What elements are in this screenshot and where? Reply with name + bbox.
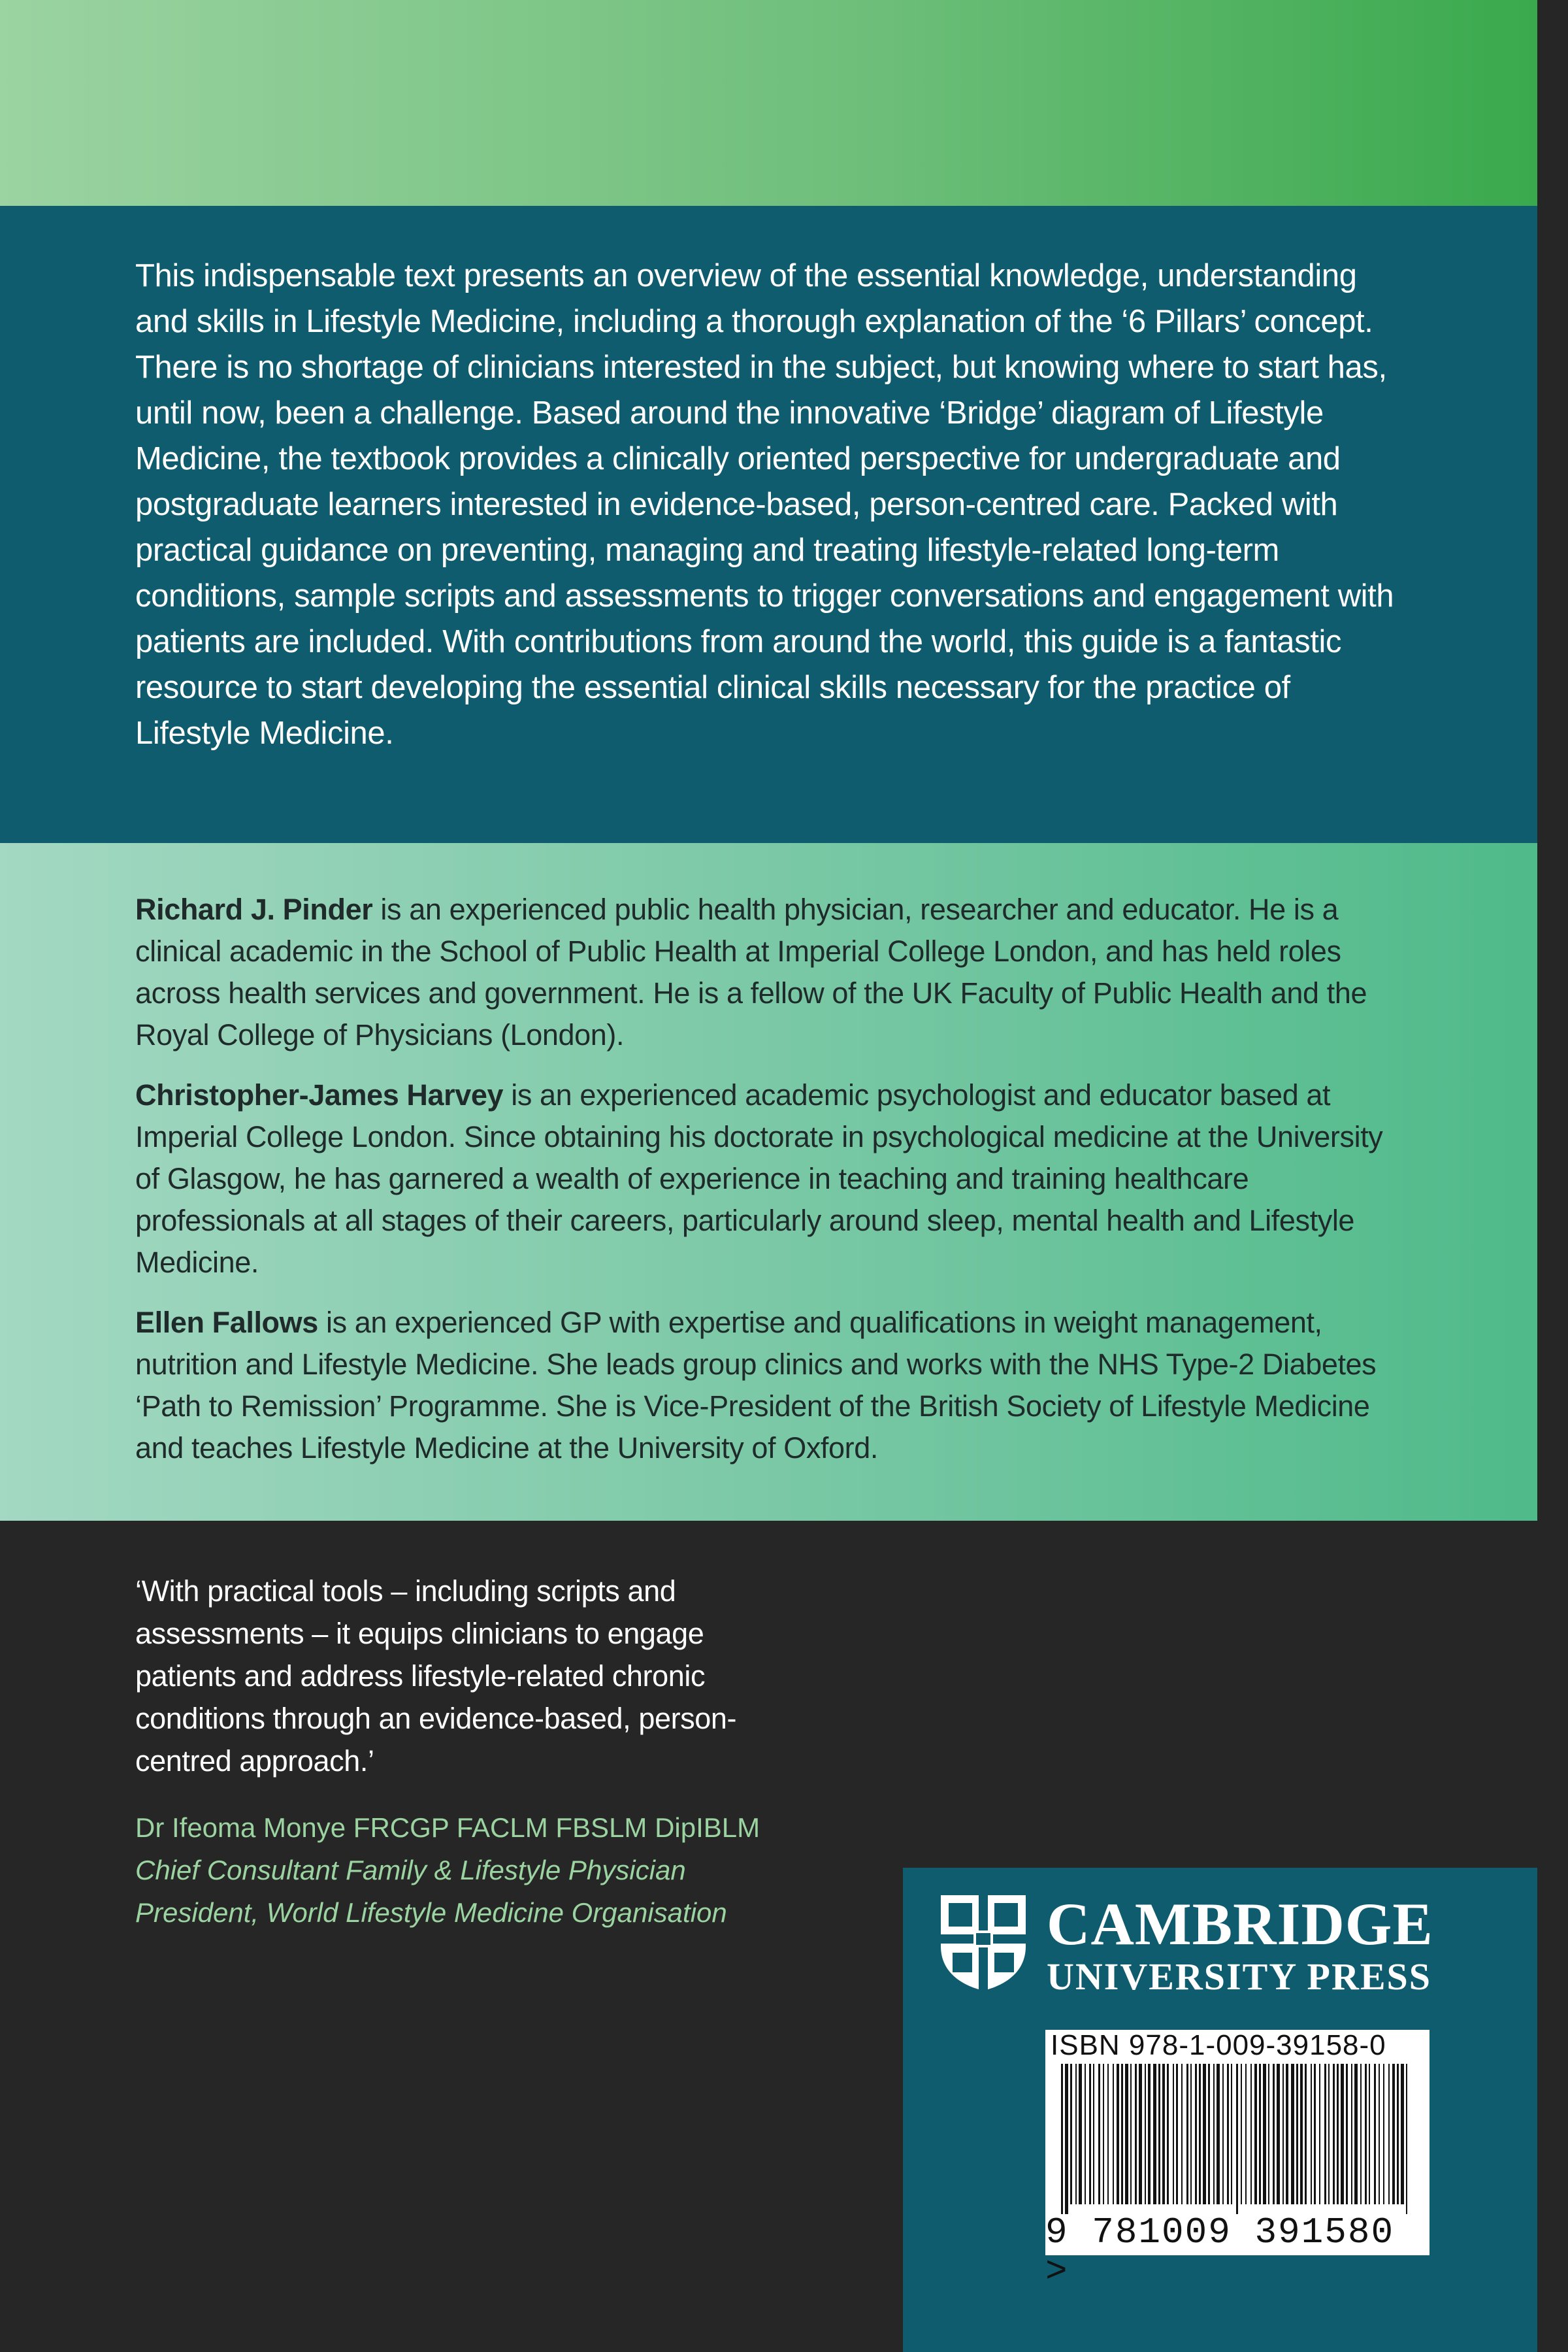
barcode-bar	[1311, 2064, 1312, 2204]
barcode-bar	[1231, 2064, 1232, 2204]
barcode-bar	[1305, 2064, 1307, 2204]
barcode-bar	[1089, 2064, 1091, 2204]
barcode-bar	[1291, 2064, 1294, 2204]
blurb-section	[0, 206, 1537, 843]
barcode-bar	[1401, 2064, 1404, 2204]
barcode-bar	[1093, 2064, 1094, 2204]
author-bio	[135, 1074, 1407, 1284]
publisher-panel	[903, 1868, 1537, 2352]
top-gradient-band	[0, 0, 1537, 206]
barcode-bar	[1337, 2064, 1339, 2204]
barcode-bar	[1117, 2064, 1119, 2204]
author-bio	[135, 889, 1407, 1056]
author-bio	[135, 1302, 1407, 1469]
author-bio-text: is an experienced academic psychologist and educator based at Imperial College London. Since obtaining his doctorate in psychological medicine at the University of Glasgow, he has garnered a wealth of experience in teaching and training healthcare professionals at all stages of their careers, particularly around sleep, mental health and Lifestyle Medicine.	[135, 1078, 1383, 1279]
barcode-bar	[1314, 2064, 1316, 2204]
cambridge-crest-icon	[939, 1894, 1027, 1992]
spine-edge	[1537, 0, 1568, 2352]
barcode-bar	[1121, 2064, 1123, 2204]
barcode-bars	[1058, 2064, 1411, 2214]
barcode-bar	[1203, 2064, 1206, 2204]
barcode-bar	[1397, 2064, 1399, 2204]
barcode-bar	[1374, 2064, 1376, 2204]
barcode-bar	[1241, 2064, 1242, 2204]
barcode-bar	[1236, 2064, 1238, 2214]
barcode-bar	[1341, 2064, 1344, 2204]
barcode-bar	[1176, 2064, 1178, 2204]
barcode-bar	[1162, 2064, 1165, 2204]
barcode-bar	[1268, 2064, 1269, 2204]
barcode-bar	[1222, 2064, 1224, 2204]
barcode-bar	[1286, 2064, 1288, 2204]
barcode-bar	[1098, 2064, 1100, 2204]
barcode-bar	[1259, 2064, 1261, 2204]
barcode-bar	[1217, 2064, 1220, 2204]
isbn-label: ISBN 978-1-009-39158-0	[1051, 2029, 1386, 2061]
blurb-text: This indispensable text presents an overview of the essential knowledge, understanding and skills in Lifestyle Medicine, including a thorough explanation of the ‘6 Pillars’ concept. There is no shortage of clinicians interested in the subject, but knowing where to start has, until now, been a challenge. Based around the innovative ‘Bridge’ diagram of Lifestyle Medicine, the textbook provides a clinically oriented perspective for undergraduate and postgraduate learners interested in evidence-based, person-centred care. Packed with practical guidance on preventing, managing and treating lifestyle-related long-term conditions, sample scripts and assessments to trigger conversations and engagement with patients are included. With contributions from around the world, this guide is a fantastic resource to start developing the essential clinical skills necessary for the practice of Lifestyle Medicine.	[135, 258, 1394, 751]
author-name: Ellen Fallows	[135, 1306, 318, 1339]
barcode-bar	[1227, 2064, 1229, 2204]
barcode-bar	[1392, 2064, 1395, 2204]
author-bio-text: is an experienced public health physician, researcher and educator. He is a clinical academic in the School of Public Health at Imperial College London, and has held roles across health services and government. He is a fellow of the UK Faculty of Public Health and the Royal College of Physicians (London).	[135, 893, 1367, 1052]
barcode-bar	[1406, 2064, 1407, 2214]
quote-text: ‘With practical tools – including scripts and assessments – it equips clinicians to engage patients and address lifestyle-related chronic conditions through an evidence-based, person-centred approach.’	[135, 1574, 737, 1778]
barcode-bar	[1369, 2064, 1370, 2204]
barcode-bar	[1158, 2064, 1160, 2204]
barcode-bar	[1273, 2064, 1275, 2204]
barcode-bar	[1139, 2064, 1142, 2204]
barcode-bar	[1360, 2064, 1362, 2204]
publisher-name-line2: UNIVERSITY PRESS	[1047, 1955, 1432, 1998]
barcode-bar	[1346, 2064, 1348, 2204]
barcode-bar	[1065, 2064, 1068, 2214]
barcode-bar	[1181, 2064, 1183, 2204]
barcode-bar	[1153, 2064, 1156, 2204]
quote-author-role: Chief Consultant Family & Lifestyle Physician	[135, 1855, 686, 1885]
barcode-bar	[1300, 2064, 1303, 2204]
publisher-name-line1: CAMBRIDGE	[1047, 1891, 1433, 1957]
barcode-bar	[1130, 2064, 1132, 2204]
author-name: Richard J. Pinder	[135, 893, 373, 926]
barcode-bar	[1379, 2064, 1380, 2204]
barcode-bar	[1075, 2064, 1077, 2204]
barcode-bar	[1085, 2064, 1086, 2204]
barcode-bar	[1282, 2064, 1284, 2204]
barcode-bar	[1061, 2064, 1063, 2214]
barcode-bar	[1079, 2064, 1082, 2204]
barcode-bar	[1135, 2064, 1137, 2204]
barcode-bar	[1107, 2064, 1109, 2204]
barcode-bar	[1354, 2064, 1358, 2204]
barcode-bar	[1113, 2064, 1114, 2204]
barcode-bar	[1296, 2064, 1298, 2204]
author-bio-text: is an experienced GP with expertise and qualifications in weight management, nutrition and Lifestyle Medicine. She leads group clinics and works with the NHS Type-2 Diabetes ‘Path to Remission’ Programme. She is Vice-President of the British Society of Lifestyle Medicine and teaches Lifestyle Medicine at the University of Oxford.	[135, 1306, 1377, 1465]
quote-attribution	[135, 1806, 854, 1934]
publisher-name	[1047, 1891, 1433, 2000]
barcode-bar	[1186, 2064, 1188, 2204]
barcode-digits: 9 781009 391580 >	[1045, 2211, 1395, 2293]
barcode-bar	[1173, 2064, 1174, 2204]
quote-author-organisation: President, World Lifestyle Medicine Organisation	[135, 1897, 727, 1928]
barcode-bar	[1365, 2064, 1367, 2204]
barcode-bar	[1351, 2064, 1352, 2204]
barcode-bar	[1070, 2064, 1072, 2204]
barcode-bar	[1148, 2064, 1151, 2204]
barcode-bar	[1383, 2064, 1384, 2204]
barcode-bar	[1263, 2064, 1266, 2204]
barcode-bar	[1208, 2064, 1210, 2204]
quote-author-name: Dr Ifeoma Monye FRCGP FACLM FBSLM DipIBLM	[135, 1812, 760, 1843]
barcode-bar	[1167, 2064, 1169, 2204]
barcode-bar	[1277, 2064, 1280, 2204]
barcode-bar	[1103, 2064, 1104, 2204]
barcode-panel	[1045, 2029, 1429, 2293]
barcode-bar	[1319, 2064, 1320, 2204]
barcode-bar	[1125, 2064, 1128, 2204]
author-name: Christopher-James Harvey	[135, 1078, 504, 1112]
barcode-bar	[1324, 2064, 1326, 2204]
barcode-bar	[1245, 2064, 1247, 2204]
barcode-bar	[1333, 2064, 1335, 2204]
barcode-bar	[1195, 2064, 1197, 2204]
authors-section	[0, 843, 1537, 1521]
barcode-bar	[1145, 2064, 1146, 2204]
endorsement-quote	[135, 1570, 789, 1782]
barcode-bar	[1190, 2064, 1192, 2204]
barcode-bar	[1388, 2064, 1390, 2204]
barcode-bar	[1328, 2064, 1330, 2204]
barcode-bar	[1254, 2064, 1257, 2204]
barcode-bar	[1199, 2064, 1201, 2204]
barcode-bar	[1213, 2064, 1215, 2204]
barcode-bar	[1250, 2064, 1252, 2204]
